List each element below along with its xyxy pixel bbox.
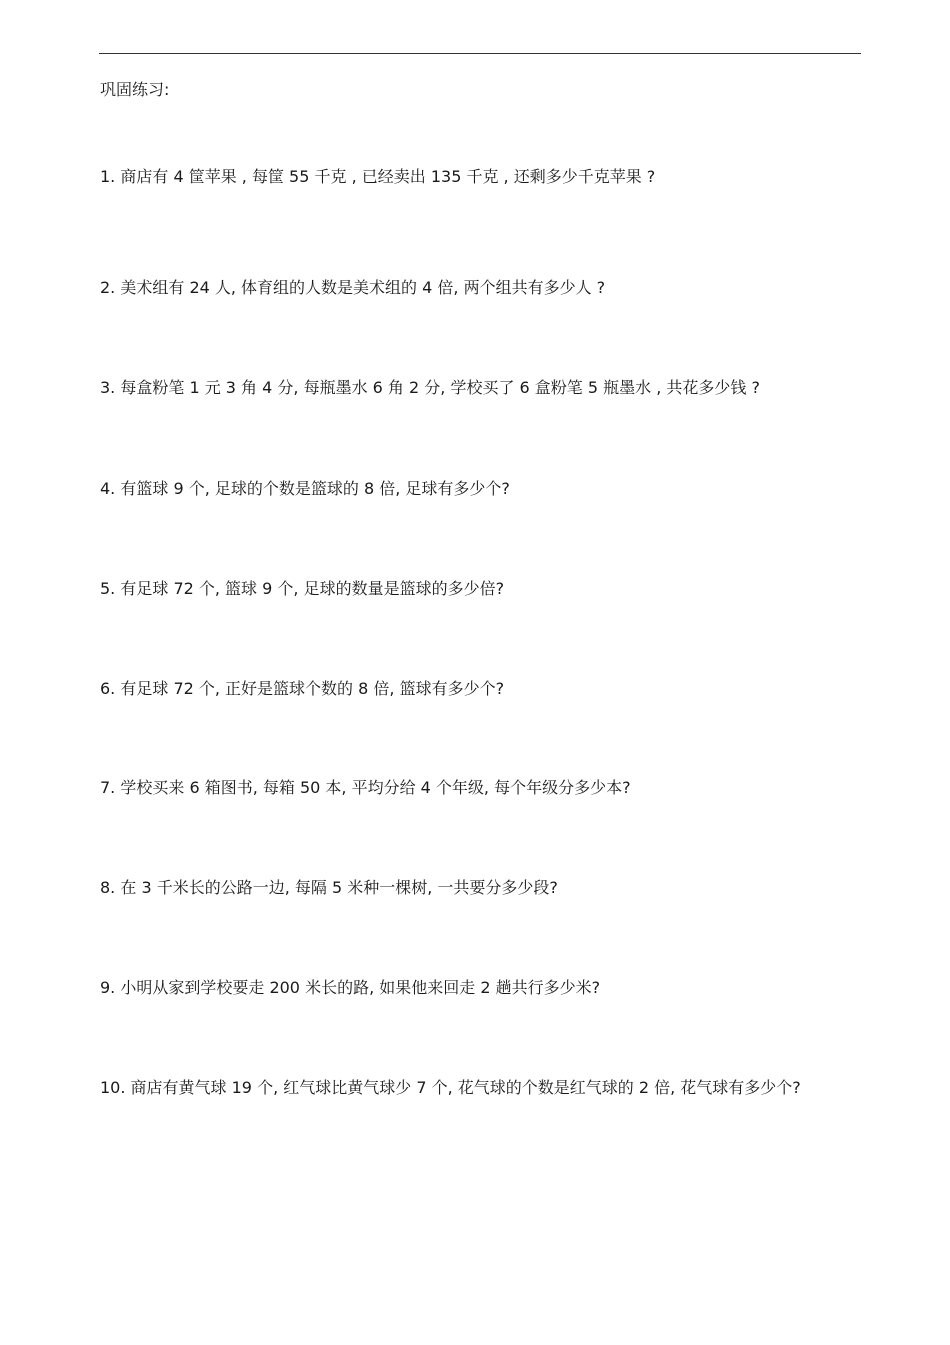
question-5: 5. 有足球 72 个, 篮球 9 个, 足球的数量是篮球的多少倍? xyxy=(100,579,505,598)
question-2: 2. 美术组有 24 人, 体育组的人数是美术组的 4 倍, 两个组共有多少人 ? xyxy=(100,278,606,297)
header-rule xyxy=(99,53,861,54)
question-8: 8. 在 3 千米长的公路一边, 每隔 5 米种一棵树, 一共要分多少段? xyxy=(100,878,558,897)
question-9: 9. 小明从家到学校要走 200 米长的路, 如果他来回走 2 趟共行多少米? xyxy=(100,978,601,997)
section-heading: 巩固练习: xyxy=(100,80,170,99)
question-10: 10. 商店有黄气球 19 个, 红气球比黄气球少 7 个, 花气球的个数是红气球的 2 倍, 花气球有多少个? xyxy=(100,1078,801,1097)
question-3: 3. 每盒粉笔 1 元 3 角 4 分, 每瓶墨水 6 角 2 分, 学校买了 6 盒粉笔 5 瓶墨水 , 共花多少钱 ? xyxy=(100,378,760,397)
question-6: 6. 有足球 72 个, 正好是篮球个数的 8 倍, 篮球有多少个? xyxy=(100,679,505,698)
question-4: 4. 有篮球 9 个, 足球的个数是篮球的 8 倍, 足球有多少个? xyxy=(100,479,510,498)
question-7: 7. 学校买来 6 箱图书, 每箱 50 本, 平均分给 4 个年级, 每个年级分多少本? xyxy=(100,778,631,797)
question-1: 1. 商店有 4 筐苹果 , 每筐 55 千克 , 已经卖出 135 千克 , 还剩多少千克苹果 ? xyxy=(100,167,656,186)
